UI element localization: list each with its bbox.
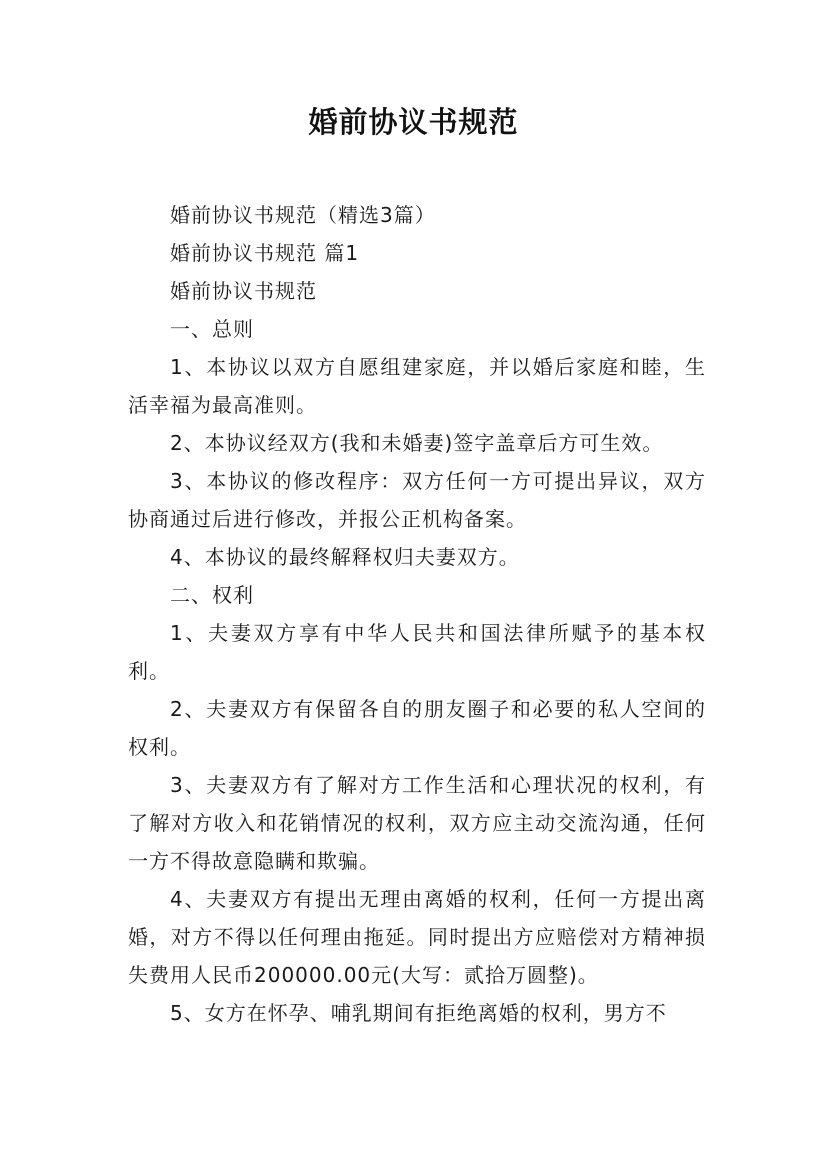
paragraph: 5、女方在怀孕、哺乳期间有拒绝离婚的权利，男方不 [170, 1001, 667, 1025]
paragraph: 2、夫妻双方有保留各自的朋友圈子和必要的私人空间的权利。 [128, 697, 706, 759]
section-heading-general: 一、总则 [170, 317, 254, 341]
paragraph: 4、本协议的最终解释权归夫妻双方。 [170, 545, 520, 569]
paragraph: 婚前协议书规范（精选3篇） [170, 203, 436, 227]
document-body [128, 196, 706, 1032]
paragraph: 1、夫妻双方享有中华人民共和国法律所赋予的基本权利。 [128, 621, 706, 683]
paragraph: 3、夫妻双方有了解对方工作生活和心理状况的权利，有了解对方收入和花销情况的权利，双方应主动交流沟通，任何一方不得故意隐瞒和欺骗。 [128, 773, 706, 873]
paragraph: 4、夫妻双方有提出无理由离婚的权利，任何一方提出离婚，对方不得以任何理由拖延。同时提出方应赔偿对方精神损失费用人民币200000.00元(大写：贰拾万圆整)。 [128, 887, 706, 987]
document-title: 婚前协议书规范 [308, 105, 519, 139]
paragraph: 2、本协议经双方(我和未婚妻)签字盖章后方可生效。 [170, 431, 664, 455]
paragraph: 1、本协议以双方自愿组建家庭，并以婚后家庭和睦，生活幸福为最高准则。 [128, 355, 706, 417]
section-heading-rights: 二、权利 [170, 583, 254, 607]
paragraph: 婚前协议书规范 篇1 [170, 241, 360, 265]
paragraph: 婚前协议书规范 [170, 279, 317, 303]
paragraph: 3、本协议的修改程序：双方任何一方可提出异议，双方协商通过后进行修改，并报公正机构备案。 [128, 469, 706, 531]
